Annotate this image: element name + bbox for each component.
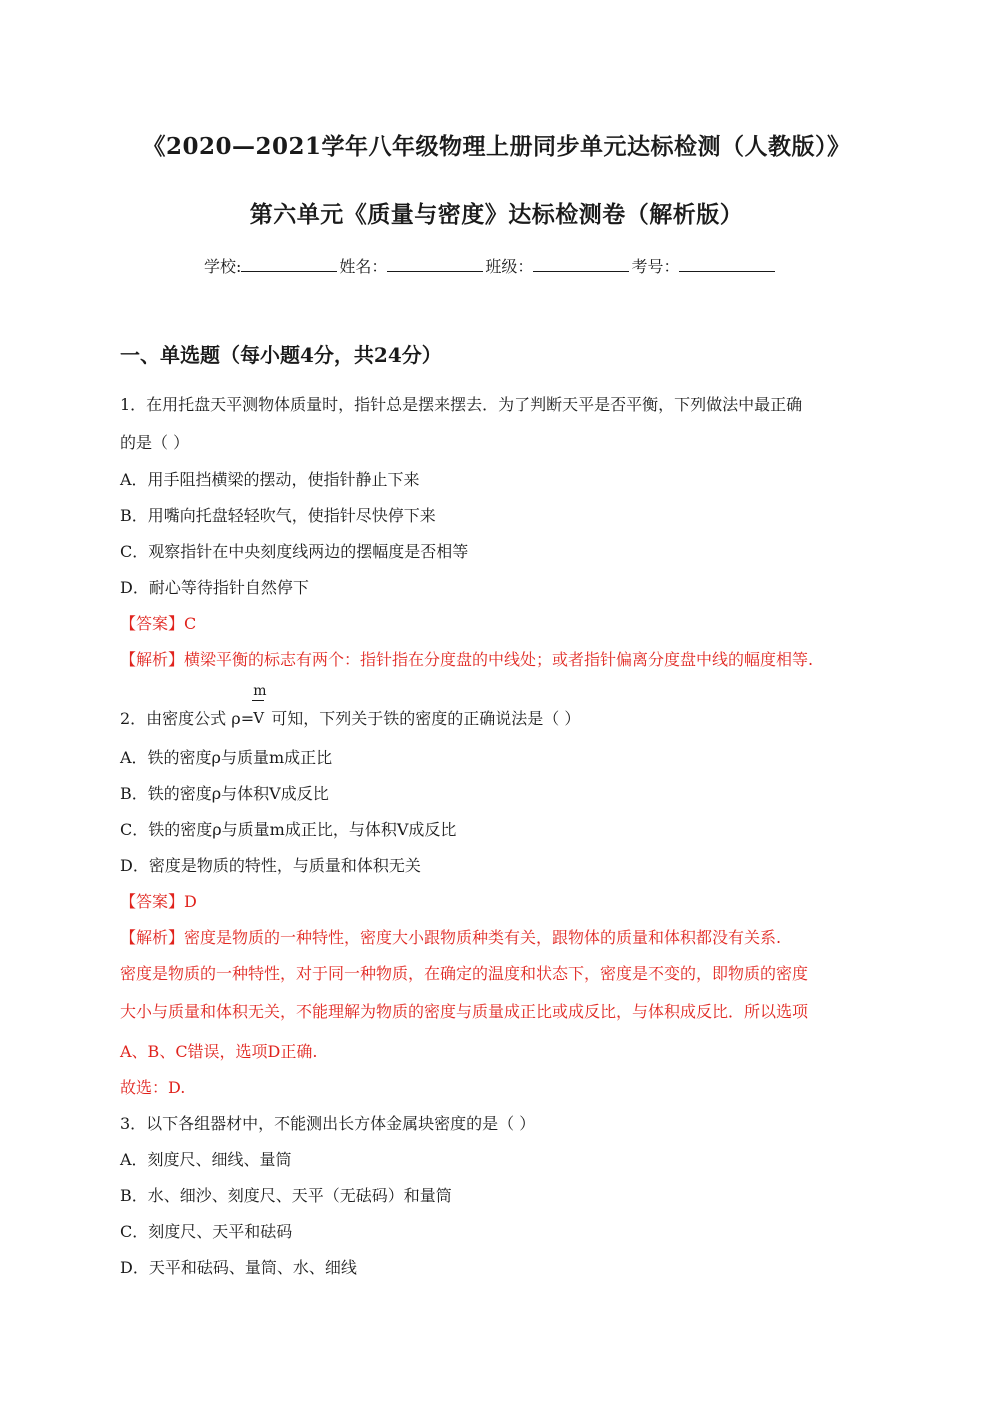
q2-option-c: C．铁的密度ρ与质量m成正比，与体积V成反比 — [120, 820, 457, 839]
q3-option-c: C．刻度尺、天平和砝码 — [120, 1222, 293, 1241]
q1-analysis-text: 横梁平衡的标志有两个：指针指在分度盘的中线处；或者指针偏离分度盘中线的幅度相等. — [184, 650, 814, 669]
q2-answer: 【答案】D — [120, 892, 197, 911]
q2-analysis-line3: 大小与质量和体积无关，不能理解为物质的密度与质量成正比或成反比，与体积成反比．所以选项 — [120, 1002, 809, 1021]
fraction-bar — [252, 700, 264, 701]
q2-analysis-line1 — [120, 925, 781, 948]
name-label: 姓名： — [339, 257, 388, 276]
formula-denominator: V — [253, 709, 265, 727]
q2-analysis-line4: A、B、C错误，选项D正确. — [120, 1042, 318, 1061]
q3-option-b: B．水、细沙、刻度尺、天平（无砝码）和量筒 — [120, 1186, 452, 1205]
document-title: 《2020—2021学年八年级物理上册同步单元达标检测（人教版）》 — [142, 133, 851, 160]
number-label: 考号： — [631, 257, 680, 276]
q2-conclusion: 故选：D. — [120, 1078, 186, 1097]
q3-option-a: A．刻度尺、细线、量筒 — [120, 1150, 292, 1169]
q2-option-b: B．铁的密度ρ与体积V成反比 — [120, 784, 329, 803]
class-blank — [533, 257, 629, 272]
q1-option-c: C．观察指针在中央刻度线两边的摆幅度是否相等 — [120, 542, 469, 561]
q3-option-d: D．天平和砝码、量筒、水、细线 — [120, 1258, 357, 1277]
formula-left: ρ= — [231, 709, 255, 728]
class-label: 班级： — [485, 257, 534, 276]
school-blank — [241, 257, 337, 272]
q1-stem-line1: 1．在用托盘天平测物体质量时，指针总是摆来摆去．为了判断天平是否平衡，下列做法中最正确 — [120, 395, 803, 414]
student-info-row — [204, 254, 777, 277]
document-subtitle: 第六单元《质量与密度》达标检测卷（解析版） — [249, 201, 744, 228]
q2-stem — [120, 683, 581, 729]
q1-option-a: A．用手阻挡横梁的摆动，使指针静止下来 — [120, 470, 420, 489]
section-title: 一、单选题（每小题4分，共24分） — [120, 343, 442, 367]
q3-stem: 3．以下各组器材中，不能测出长方体金属块密度的是（ ） — [120, 1114, 536, 1133]
q2-analysis-text: 密度是物质的一种特性，密度大小跟物质种类有关，跟物体的质量和体积都没有关系. — [184, 928, 782, 947]
q2-option-a: A．铁的密度ρ与质量m成正比 — [120, 748, 333, 767]
q1-option-b: B．用嘴向托盘轻轻吹气，使指针尽快停下来 — [120, 506, 436, 525]
q2-analysis-label: 【解析】 — [120, 928, 185, 947]
school-label: 学校: — [204, 257, 242, 276]
q1-analysis — [120, 647, 813, 670]
q1-stem-line2: 的是（ ） — [120, 433, 190, 452]
number-blank — [679, 257, 775, 272]
density-formula — [231, 683, 271, 728]
q1-answer: 【答案】C — [120, 614, 197, 633]
name-blank — [387, 257, 483, 272]
q1-option-d: D．耐心等待指针自然停下 — [120, 578, 309, 597]
q2-stem-prefix: 2．由密度公式 — [120, 709, 227, 728]
q2-analysis-line2: 密度是物质的一种特性，对于同一种物质，在确定的温度和状态下，密度是不变的，即物质的密度 — [120, 964, 809, 983]
formula-numerator: m — [253, 683, 267, 699]
q2-option-d: D．密度是物质的特性，与质量和体积无关 — [120, 856, 421, 875]
q1-analysis-label: 【解析】 — [120, 650, 185, 669]
q2-stem-suffix: 可知，下列关于铁的密度的正确说法是（ ） — [271, 709, 581, 728]
